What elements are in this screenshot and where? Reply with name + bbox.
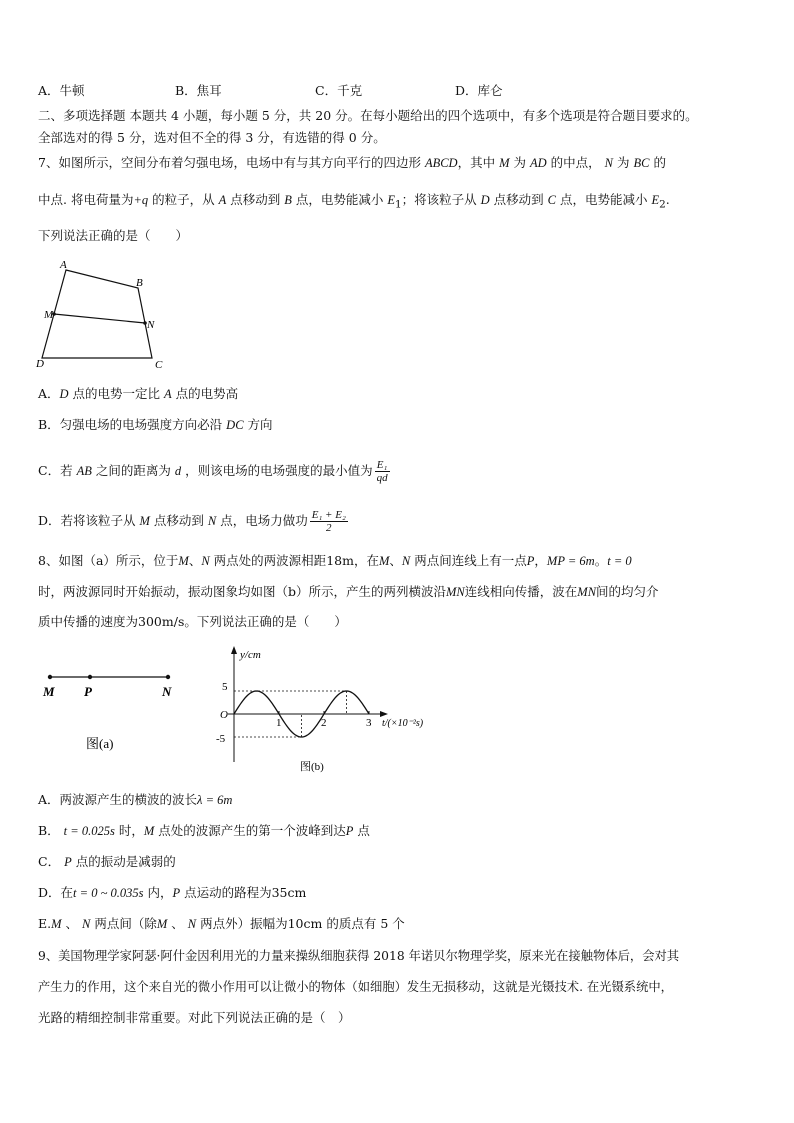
label-p: P xyxy=(84,684,92,699)
q8-option-a: A．两波源产生的横波的波长λ = 6m xyxy=(38,792,233,807)
q7-stem-line1: 7、如图所示，空间分布着匀强电场，电场中有与其方向平行的四边形 ABCD，其中 M 为 AD 的中点， N 为 BC 的 xyxy=(38,155,666,170)
caption-a: 图(a) xyxy=(86,736,114,751)
y-axis-label: y/cm xyxy=(240,649,261,661)
q8-option-b: B． t = 0.025s 时，M 点处的波源产生的第一个波峰到达P 点 xyxy=(38,823,370,838)
x-axis-arrow xyxy=(380,711,388,717)
x-axis-label: t/(×10⁻²s) xyxy=(382,718,424,729)
label-n: N xyxy=(147,319,155,331)
caption-b: 图(b) xyxy=(300,761,324,773)
q9-line2: 产生力的作用，这个来自光的微小作用可以让微小的物体（如细胞）发生无损移动，这就是光镊技术. 在光镊系统中， xyxy=(38,980,673,994)
q9-line1: 9、美国物理学家阿瑟·阿什金因利用光的力量来操纵细胞获得 2018 年诺贝尔物理学奖，原来光在接触物体后，会对其 xyxy=(38,949,680,963)
option-a: A．牛顿 xyxy=(38,83,85,98)
label-m: M xyxy=(44,309,54,321)
y-tick-label-5: 5 xyxy=(222,681,228,693)
label-c: C xyxy=(155,359,163,371)
y-axis-arrow xyxy=(231,646,237,654)
label-m: M xyxy=(43,684,55,699)
section-header-rule: 全部选对的得 5 分，选对但不全的得 3 分，有选错的得 0 分。 xyxy=(38,130,386,145)
option-c: C．千克 xyxy=(315,83,363,98)
q8-option-c: C． P 点的振动是减弱的 xyxy=(38,854,176,869)
label-a: A xyxy=(60,259,67,271)
section-header: 二、多项选择题 本题共 4 小题，每小题 5 分，共 20 分。在每小题给出的四个选项中，有多个选项是符合题目要求的。 xyxy=(38,108,698,123)
q7-option-d-fraction: $\frac{\text{E₁ + E₂}}{2}$ xyxy=(311,509,346,534)
option-d: D．库仑 xyxy=(455,83,503,98)
q7-quadrilateral-figure xyxy=(30,256,170,374)
q7-stem-line2: 中点. 将电荷量为+q 的粒子，从 A 点移动到 B 点，电势能减小 $E_1$；将该粒子从 D 点移动到 C 点，电势能减小 $E_2$. xyxy=(38,192,670,211)
q7-option-d: D．若将该粒子从 M 点移动到 N 点，电场力做功 $\frac{\text{E₁ + E₂}}{2}$ xyxy=(38,509,346,534)
q8-figure-b-graph xyxy=(210,644,450,776)
option-b: B．焦耳 xyxy=(175,83,222,98)
label-b: B xyxy=(136,277,143,289)
q8-stem-line3: 质中传播的速度为300m/s。下列说法正确的是（ ） xyxy=(38,614,347,629)
point-n-dot xyxy=(166,675,170,679)
x-tick-label-1: 1 xyxy=(276,717,282,729)
origin-label: O xyxy=(220,709,228,721)
q8-figure-a xyxy=(38,668,188,754)
q8-option-e: E.M 、 N 两点间（除M 、 N 两点外）振幅为10cm 的质点有 5 个 xyxy=(38,916,405,931)
q7-option-a: A．D 点的电势一定比 A 点的电势高 xyxy=(38,386,239,401)
y-tick-label-neg5: -5 xyxy=(216,733,226,745)
q7-option-c-fraction: $\frac{\text{E₁}}{qd}$ xyxy=(376,459,388,484)
point-m-dot xyxy=(48,675,52,679)
x-tick-label-3: 3 xyxy=(366,717,372,729)
q7-stem-line3: 下列说法正确的是（ ） xyxy=(38,228,189,243)
q7-option-b: B．匀强电场的电场强度方向必沿 DC 方向 xyxy=(38,417,273,432)
x-tick-label-2: 2 xyxy=(321,717,327,729)
label-n: N xyxy=(162,684,172,699)
q7-option-c: C．若 AB 之间的距离为 d ，则该电场的电场强度的最小值为 $\frac{\text{E₁}}{qd}$ xyxy=(38,459,388,484)
q9-line3: 光路的精细控制非常重要。对此下列说法正确的是（ ） xyxy=(38,1010,351,1025)
point-p-dot xyxy=(88,675,92,679)
q8-option-d: D．在t = 0 ~ 0.035s 内，P 点运动的路程为35cm xyxy=(38,885,307,900)
label-d: D xyxy=(36,358,44,370)
q8-stem-line2: 时，两波源同时开始振动，振动图象均如图（b）所示，产生的两列横波沿MN连线相向传播，波在MN间的均匀介 xyxy=(38,584,659,599)
segment-mn xyxy=(54,314,145,323)
q8-stem-line1: 8、如图（a）所示，位于M、N 两点处的两波源相距18m，在M、N 两点间连线上有一点P，MP = 6m。t = 0 xyxy=(38,553,632,568)
